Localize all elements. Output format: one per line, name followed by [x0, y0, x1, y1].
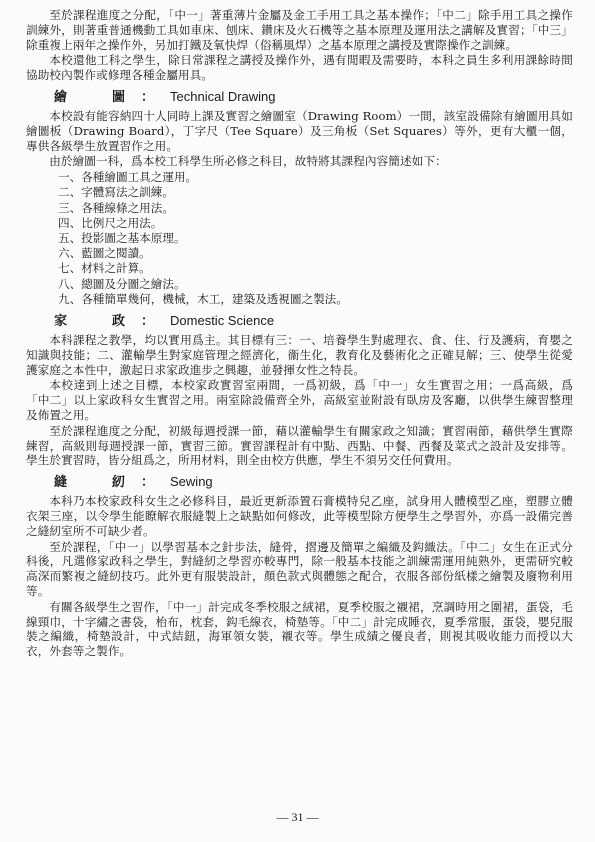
domestic-paragraph-1: 本科課程之教學，均以實用爲主。其目標有三：一、培養學生對處理衣、食、住、行及護病，育嬰之知識與技能；二、灌輸學生對家庭管理之經濟化，衞生化，教育化及藝術化之正確見解；三、使學生從愛護家庭之本性中，激起日求家政進步之興趣，並發揮女性之特長。 [26, 333, 573, 377]
sewing-heading [54, 473, 573, 492]
heading-zh: 繪 圖： [54, 89, 171, 105]
intro-paragraph-2: 本校還他工科之學生，除日常課程之講授及操作外，遇有閒暇及需要時，本科之員生多利用課餘時間協助校內製作或修理各種金屬用具。 [26, 53, 573, 83]
heading-en: Sewing [170, 474, 213, 490]
list-item: 八、總圖及分圖之繪法。 [58, 276, 186, 291]
drawing-curriculum-list [26, 170, 573, 307]
domestic-science-section [26, 312, 573, 468]
intro-paragraph-1: 至於課程進度之分配，「中一」著重薄片金屬及金工手用工具之基本操作；「中二」除手用工具之操作訓練外，則著重普通機動工具如車床、刨床、鑽床及火石機等之基本原理及運用法之講解及實習；「中三」除重複上兩年之操作外，另加打鐵及氧快焊（俗稱風焊）之基本原理之講授及實際操作之訓練。 [26, 8, 573, 52]
list-item: 一、各種繪圖工具之運用。 [58, 170, 198, 185]
drawing-paragraph-2: 由於繪圖一科，爲本校工科學生所必修之科目，故特將其課程內容簡述如下： [49, 154, 447, 169]
list-item: 七、材料之計算。 [58, 261, 151, 276]
list-item: 六、藍圖之閱讀。 [58, 246, 151, 261]
list-item: 二、字體寫法之訓練。 [58, 185, 174, 200]
sewing-section [26, 473, 573, 659]
sewing-paragraph-3: 有關各級學生之習作，「中一」計完成冬季校服之絨裙，夏季校服之襯裙，烹調時用之圍裙，蛋袋，毛線頸巾，十字繡之書袋，枱布，枕套，鈎毛線衣，椅墊等。「中二」計完成睡衣，夏季常服，蛋袋，嬰兒服裝之編織，椅墊設計，中式結鈕，海軍領女裝，襯衣等。學生成績之優良者，則視其吸收能力而授以大衣，外套等之製作。 [26, 599, 573, 659]
domestic-science-heading [54, 312, 573, 331]
drawing-paragraph-1: 本校設有能容納四十人同時上課及實習之繪圖室（Drawing Room）一間，該室設備除有繪圖用具如繪圖板（Drawing Board），丁字尺（Tee Square）及三角板（Set Squares）等外，更有大櫃一個，專供各級學生放置習作之用。 [26, 108, 573, 153]
heading-en: Technical Drawing [170, 88, 276, 104]
heading-zh: 縫 紉： [54, 475, 171, 491]
intro-section [26, 8, 573, 83]
sewing-paragraph-2: 至於課程，「中一」以學習基本之針步法，縫骨，摺邊及簡單之編織及鈎織法。「中二」女生在正式分科後，凡選修家政科之學生，對縫紉之學習亦較專門，除一般基本技能之訓練需運用純熟外，更需研究較高深而繁複之縫紉技巧。此外更有服裝設計，顏色款式與體態之配合，衣服各部份紙樣之繪製及廢物利用等。 [26, 539, 573, 598]
list-item: 三、各種線條之用法。 [58, 200, 174, 215]
sewing-paragraph-1: 本科乃本校家政科女生之必修科目，最近更新添置石膏模特兒乙座，試身用人體模型乙座，塑膠立體衣架三座，以令學生能瞭解衣服縫製上之缺點如何修改，此等模型除方便學生之學習外，亦爲一設備完善之縫紉室所不可缺少者。 [26, 494, 573, 538]
page-number: — 31 — [276, 810, 319, 824]
list-item: 五、投影圖之基本原理。 [58, 230, 186, 245]
domestic-paragraph-2: 本校達到上述之目標，本校家政實習室兩間，一爲初級，爲「中一」女生實習之用；一爲高級，爲「中二」以上家政科女生實習之用。兩室除設備齊全外，高級室並附設有臥房及客廳，以供學生練習整理及佈置之用。 [26, 378, 573, 422]
technical-drawing-heading [54, 88, 573, 107]
list-item: 九、各種簡單幾何，機械，木工，建築及透視圖之製法。 [58, 291, 348, 306]
technical-drawing-section [26, 88, 573, 307]
domestic-paragraph-3: 至於課程進度之分配，初級每週授課一節，藉以灌輸學生有關家政之知識；實習兩節，藉供學生實際練習，高級則每週授課一節，實習三節。實習課程計有中點、西點、中餐、西餐及菜式之設計及安排等。學生於實習時，皆分組爲之，所用材料，則全由校方供應，學生不須另交任何費用。 [26, 423, 573, 468]
heading-zh: 家 政： [54, 314, 171, 329]
heading-en: Domestic Science [170, 313, 275, 328]
list-item: 四、比例尺之用法。 [58, 215, 163, 230]
